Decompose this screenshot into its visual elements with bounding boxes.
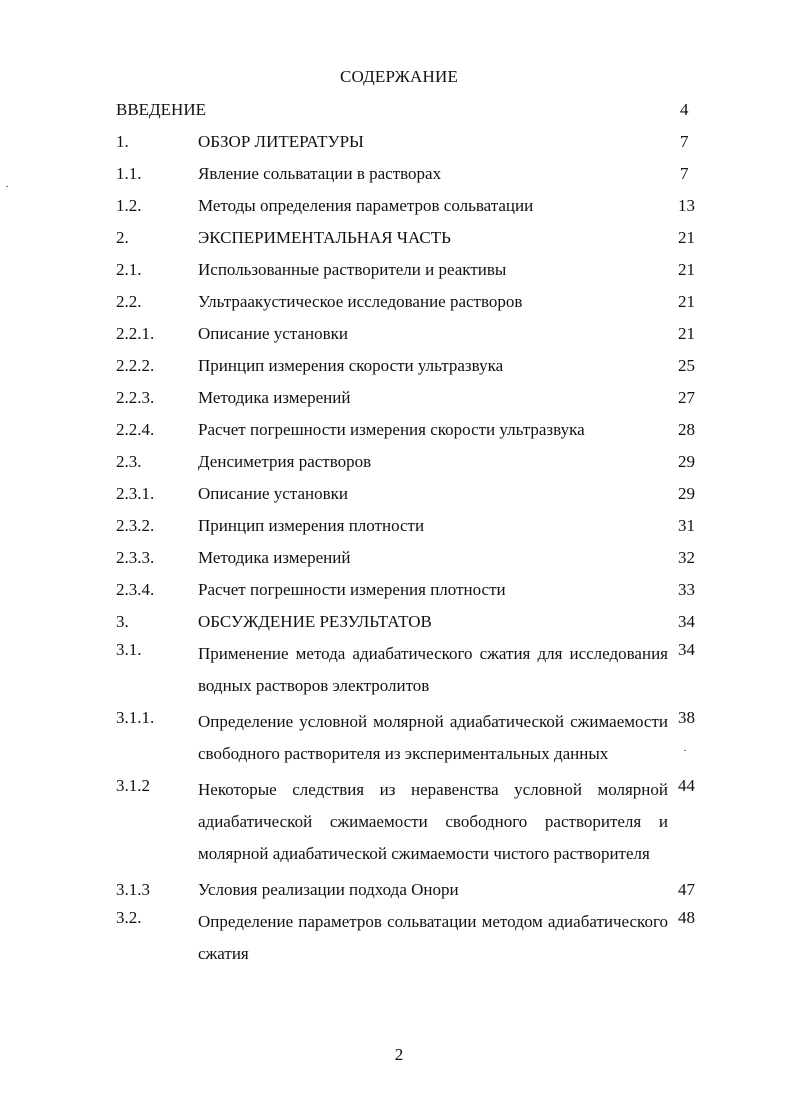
toc-entry-title: Описание установки [198,324,348,343]
toc-entry [116,578,706,602]
toc-entry [116,482,706,506]
toc-entry-page: 25 [678,356,695,375]
toc-entry-title: ОБЗОР ЛИТЕРАТУРЫ [198,132,364,151]
toc-entry [116,706,706,770]
toc-entry-number: 2.3.2. [116,516,155,535]
toc-entry-number: 2.3.3. [116,548,155,567]
toc-entry [116,322,706,346]
toc-entry-number: 2.3.1. [116,484,155,503]
toc-entry [116,878,706,902]
toc-entry-number: 3.1.1. [116,708,155,727]
toc-entry-page: 28 [678,420,695,439]
toc-entry-title: ЭКСПЕРИМЕНТАЛЬНАЯ ЧАСТЬ [198,228,451,247]
toc-entry-page: 48 [678,908,695,927]
toc-entry-number: 2.2.4. [116,420,155,439]
toc-entry-number: 1.2. [116,196,142,215]
toc-entry-number: 2.2.3. [116,388,155,407]
toc-entry-title: Явление сольватации в растворах [198,164,442,183]
toc-entry-page: 38 [678,708,695,727]
toc-entry [116,418,706,442]
toc-entry-page: 31 [678,516,695,535]
toc-entry [116,130,706,154]
toc-entry-title: Ультраакустическое исследование растворов [198,292,523,311]
toc-entry-page: 44 [678,776,695,795]
toc-entry-page: 27 [678,388,695,407]
toc-entry [116,194,706,218]
page-title: СОДЕРЖАНИЕ [339,67,459,86]
toc-entry-title: Принцип измерения плотности [198,516,425,535]
toc-entry-title: Денсиметрия растворов [198,452,372,471]
toc-entry-number: 1. [116,132,129,151]
toc-entry-number: 2. [116,228,129,247]
toc-entry [116,774,706,870]
toc-entry-title: Методика измерений [198,548,351,567]
toc-entry-page: 21 [678,228,695,247]
scan-speck [684,750,686,751]
toc-entry [116,290,706,314]
toc-entry-title: Условия реализации подхода Онори [198,880,459,899]
toc-entry-number: 2.1. [116,260,142,279]
toc-entry-number: 3.1.2 [116,776,150,795]
toc-entry-title: Определение параметров сольватации методом адиабатического сжатия [198,912,668,963]
toc-entry-page: 33 [678,580,695,599]
toc-entry [116,226,706,250]
toc-entry-title: ОБСУЖДЕНИЕ РЕЗУЛЬТАТОВ [198,612,432,631]
scan-speck [6,186,8,187]
toc-entry [116,514,706,538]
toc-entry-page: 4 [680,100,689,119]
toc-entry [116,610,706,634]
toc-entry-number: 2.2.1. [116,324,155,343]
toc-entry [116,258,706,282]
toc-entry [116,906,706,970]
toc-entry [116,638,706,702]
toc-entry-number: 1.1. [116,164,142,183]
toc-entry-title: Методика измерений [198,388,351,407]
toc-entry-title: Использованные растворители и реактивы [198,260,507,279]
toc-entry-title: Расчет погрешности измерения скорости ультразвука [198,420,585,439]
page-number: 2 [394,1045,404,1064]
toc-entry-number: 3.2. [116,908,142,927]
toc-entry-page: 47 [678,880,695,899]
toc-entry-number: 2.2. [116,292,142,311]
toc-entry [116,450,706,474]
toc-entry-page: 34 [678,640,695,659]
toc-entry [116,354,706,378]
toc-entry-page: 32 [678,548,695,567]
toc-entry-title: Применение метода адиабатического сжатия для исследования водных растворов электролитов [198,644,668,695]
toc-entry-page: 21 [678,324,695,343]
toc-entry [116,386,706,410]
toc-entry-title: Некоторые следствия из неравенства условной молярной адиабатической сжимаемости свободного растворителя и молярной адиабатической сжимаемости чистого растворителя [198,780,668,863]
toc-entry-title: Методы определения параметров сольватации [198,196,534,215]
toc-entry-number: 2.3. [116,452,142,471]
toc-entry-page: 7 [680,164,689,183]
toc-entry-page: 29 [678,484,695,503]
toc-entry-title: Описание установки [198,484,348,503]
toc-entry-page: 21 [678,292,695,311]
toc-entry-number: 2.3.4. [116,580,155,599]
toc-entry-page: 13 [678,196,695,215]
toc-entry-title: Расчет погрешности измерения плотности [198,580,506,599]
toc-entry-number: 3.1. [116,640,142,659]
toc-entry-page: 21 [678,260,695,279]
toc-entry-introduction [116,98,706,122]
toc-entry-page: 7 [680,132,689,151]
toc-entry-page: 34 [678,612,695,631]
table-of-contents [116,98,706,978]
toc-entry-number: 3. [116,612,129,631]
toc-entry-number: 3.1.3 [116,880,150,899]
toc-entry [116,546,706,570]
toc-entry [116,162,706,186]
toc-entry-title: Принцип измерения скорости ультразвука [198,356,504,375]
toc-entry-number: 2.2.2. [116,356,155,375]
toc-entry-page: 29 [678,452,695,471]
toc-entry-title: Определение условной молярной адиабатической сжимаемости свободного растворителя из экспериментальных данных [198,712,668,763]
toc-entry-label: ВВЕДЕНИЕ [116,100,206,119]
